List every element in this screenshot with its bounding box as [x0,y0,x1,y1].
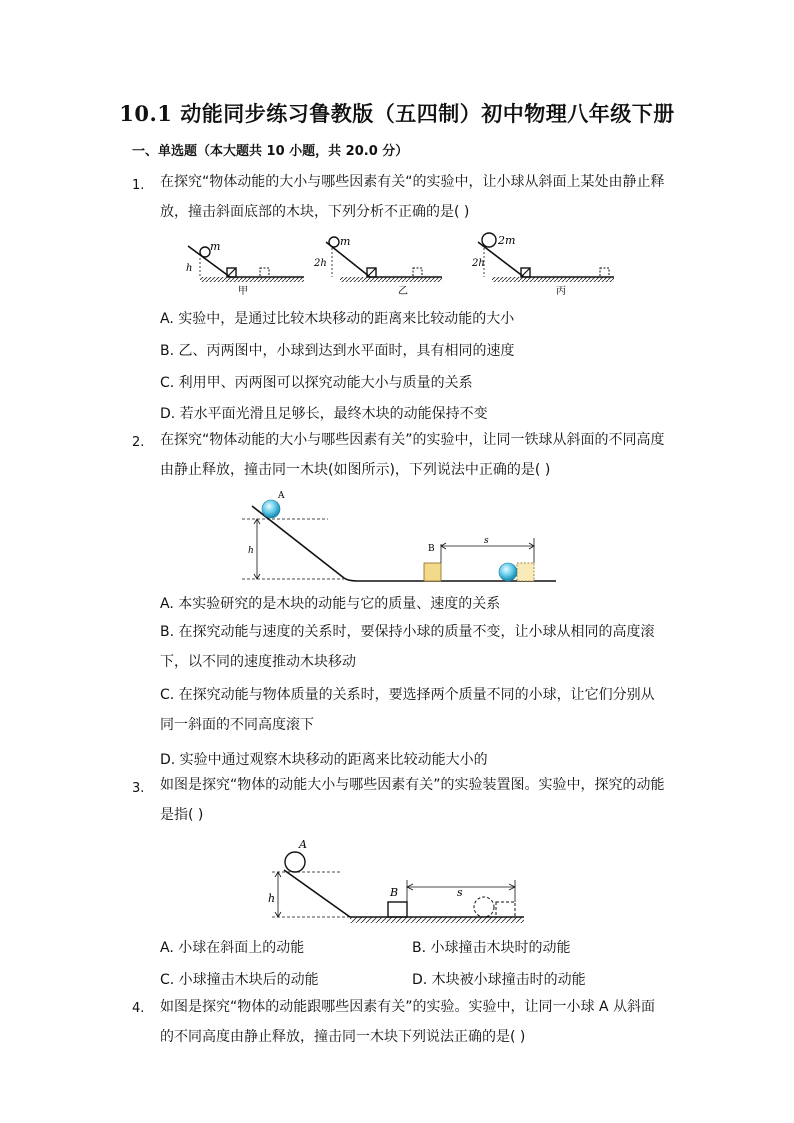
question-1-option-d[interactable]: D. 若水平面光滑且足够长，最终木块的动能保持不变 [160,406,488,422]
question-1-text: 在探究“物体动能的大小与哪些因素有关“的实验中，让小球从斜面上某处由静止释放，撞击斜面底部的木块，下列分析不正确的是( ) [160,174,665,220]
question-1-option-a[interactable]: A. 实验中，是通过比较木块移动的距离来比较动能的大小 [160,311,515,327]
label-2h-bing: 2h [472,258,485,269]
label-b-q2: B [428,544,435,554]
label-jia: 甲 [238,286,248,297]
label-m-jia: m [210,240,221,253]
document-title: 10.1 动能同步练习鲁教版（五四制）初中物理八年级下册 [119,101,675,126]
label-s-q3: s [457,886,463,899]
question-3-option-c[interactable]: C. 小球撞击木块后的动能 [160,972,319,988]
figure-yi [313,235,442,297]
question-3-number: 3. [132,781,145,796]
question-1-option-b[interactable]: B. 乙、丙两图中，小球到达到水平面时，具有相同的速度 [160,343,515,359]
label-m-yi: m [340,235,351,248]
section-heading: 一、单选题（本大题共 10 小题，共 20.0 分） [132,144,409,159]
label-2h-yi: 2h [314,258,327,269]
question-2-number: 2. [132,435,145,450]
question-4-number: 4. [132,1001,145,1016]
label-h-jia: h [186,263,193,274]
question-1-figure [180,228,620,298]
question-2-text: 在探究“物体动能的大小与哪些因素有关”的实验中，让同一铁球从斜面的不同高度由静止释放，撞击同一木块(如图所示)，下列说法中正确的是( ) [160,432,665,478]
question-2-option-b[interactable]: B. 在探究动能与速度的关系时，要保持小球的质量不变，让小球从相同的高度滚下，以不同的速度推动木块移动 [160,624,655,670]
question-2-option-c[interactable]: C. 在探究动能与物体质量的关系时，要选择两个质量不同的小球，让它们分别从同一斜面的不同高度滚下 [160,687,655,733]
question-3-text: 如图是探究“物体的动能大小与哪些因素有关”的实验装置图。实验中，探究的动能是指( ) [160,777,665,823]
question-3-option-d[interactable]: D. 木块被小球撞击时的动能 [412,972,586,988]
label-h-q3: h [268,892,276,905]
question-2-option-d[interactable]: D. 实验中通过观察木块移动的距离来比较动能大小的 [160,752,488,768]
question-1-option-c[interactable]: C. 利用甲、丙两图可以探究动能大小与质量的关系 [160,375,473,391]
label-2m-bing: 2m [498,234,516,247]
figure-bing [471,233,614,297]
question-2-option-a[interactable]: A. 本实验研究的是木块的动能与它的质量、速度的关系 [160,596,501,612]
question-4-text: 如图是探究“物体的动能跟哪些因素有关”的实验。实验中，让同一小球 A 从斜面的不同高度由静止释放，撞击同一木块下列说法正确的是( ) [160,999,655,1045]
question-3-figure [262,832,530,928]
question-3-option-b[interactable]: B. 小球撞击木块时的动能 [412,940,571,956]
question-1-number: 1. [132,178,145,193]
label-yi: 乙 [398,286,408,297]
figure-jia [186,240,304,297]
label-h-q2: h [248,546,254,556]
label-b-q3: B [390,886,399,899]
question-2-figure [236,488,564,586]
label-s-q2: s [484,536,489,546]
question-3-option-a[interactable]: A. 小球在斜面上的动能 [160,940,305,956]
label-bing: 丙 [556,286,566,297]
label-a-q2: A [278,491,285,501]
label-a-q3: A [299,838,307,851]
